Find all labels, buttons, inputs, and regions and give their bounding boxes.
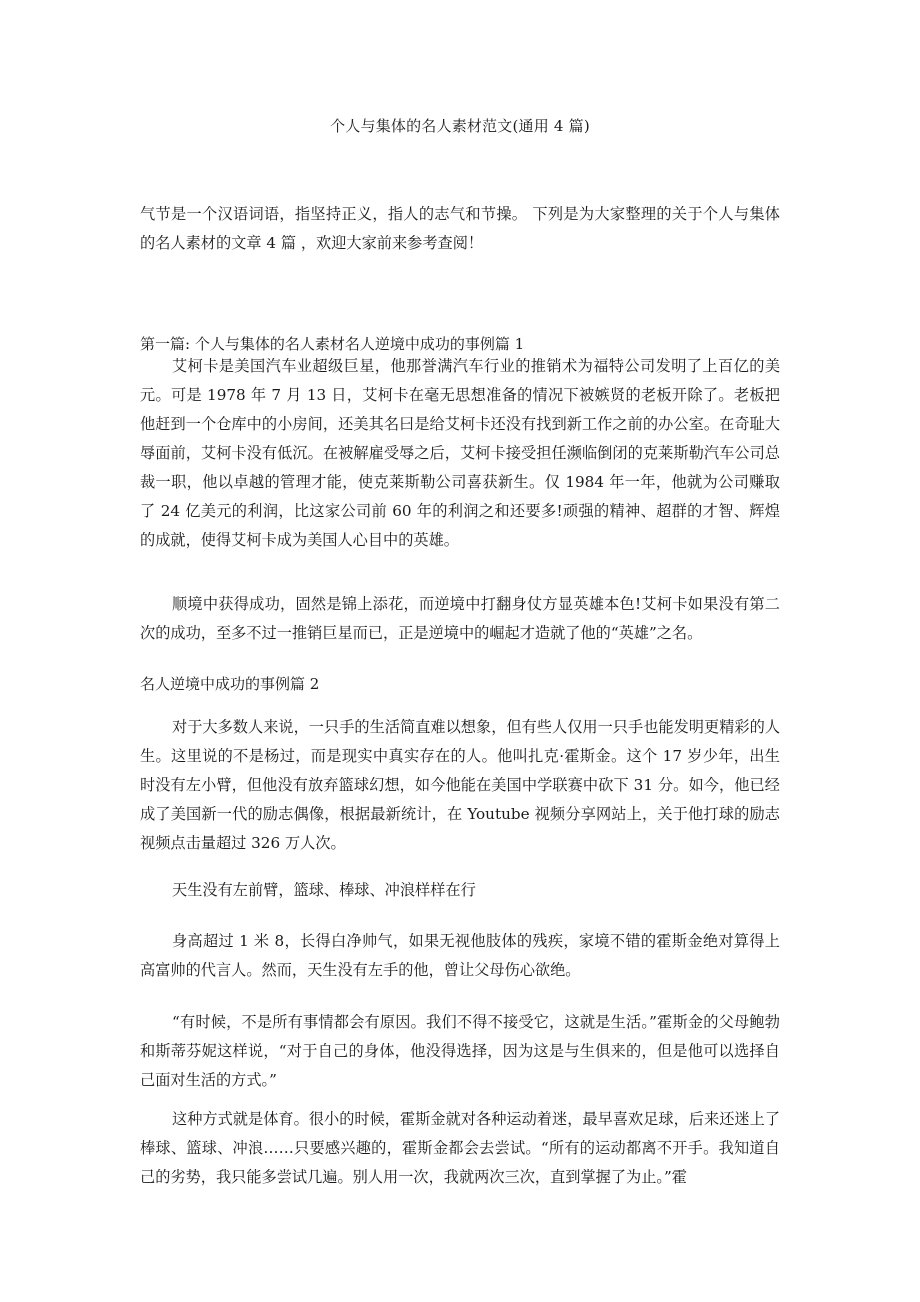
document-title: 个人与集体的名人素材范文(通用 4 篇) xyxy=(330,117,590,135)
section2-paragraph-3: “有时候，不是所有事情都会有原因。我们不得不接受它，这就是生活。”霍斯金的父母鲍勃和斯蒂芬妮这样说，“对于自己的身体，他没得选择，因为这是与生俱来的，但是他可以选择自己面对生活的方式。” xyxy=(140,1013,780,1089)
section2-paragraph-4: 这种方式就是体育。很小的时候，霍斯金就对各种运动着迷，最早喜欢足球，后来还迷上了棒球、篮球、冲浪……只要感兴趣的，霍斯金都会去尝试。“所有的运动都离不开手。我知道自己的劣势，我只能多尝试几遍。别人用一次，我就两次三次，直到掌握了为止。”霍 xyxy=(140,1110,780,1186)
section1-paragraph-2: 顺境中获得成功，固然是锦上添花，而逆境中打翻身仗方显英雄本色!艾柯卡如果没有第二次的成功，至多不过一推销巨星而已，正是逆境中的崛起才造就了他的“英雄”之名。 xyxy=(140,595,780,642)
intro-paragraph: 气节是一个汉语词语，指坚持正义，指人的志气和节操。 下列是为大家整理的关于个人与集体的名人素材的文章 4 篇 ，欢迎大家前来参考查阅！ xyxy=(140,205,780,252)
section2-paragraph-1: 对于大多数人来说，一只手的生活简直难以想象，但有些人仅用一只手也能发明更精彩的人生。这里说的不是杨过，而是现实中真实存在的人。他叫扎克·霍斯金。这个 17 岁少年，出生时没有左小臂，但他没有放弃篮球幻想，如今他能在美国中学联赛中砍下 31 分。如今，他已经成了美国新一代的励志偶像，根据最新统计，在 Youtube 视频分享网站上，关于他打球的励志视频点击量超过 326 万人次。 xyxy=(140,718,780,852)
section2-heading: 名人逆境中成功的事例篇 2 xyxy=(140,675,320,693)
section1-heading: 第一篇: 个人与集体的名人素材名人逆境中成功的事例篇 1 xyxy=(140,335,525,353)
section2-paragraph-2: 身高超过 1 米 8，长得白净帅气，如果无视他肢体的残疾，家境不错的霍斯金绝对算得上高富帅的代言人。然而，天生没有左手的他，曾让父母伤心欲绝。 xyxy=(140,932,780,979)
section2-subheading: 天生没有左前臂，篮球、棒球、冲浪样样在行 xyxy=(172,881,476,899)
section1-paragraph-1: 艾柯卡是美国汽车业超级巨星，他那誉满汽车行业的推销术为福特公司发明了上百亿的美元。可是 1978 年 7 月 13 日，艾柯卡在毫无思想准备的情况下被嫉贤的老板开除了。老板把他赶到一个仓库中的小房间，还美其名曰是给艾柯卡还没有找到新工作之前的办公室。在奇耻大辱面前，艾柯卡没有低沉。在被解雇受辱之后，艾柯卡接受担任濒临倒闭的克莱斯勒汽车公司总裁一职，他以卓越的管理才能，使克莱斯勒公司喜获新生。仅 1984 年一年，他就为公司赚取了 24 亿美元的利润，比这家公司前 60 年的利润之和还要多!顽强的精神、超群的才智、辉煌的成就，使得艾柯卡成为美国人心目中的英雄。 xyxy=(140,357,780,549)
